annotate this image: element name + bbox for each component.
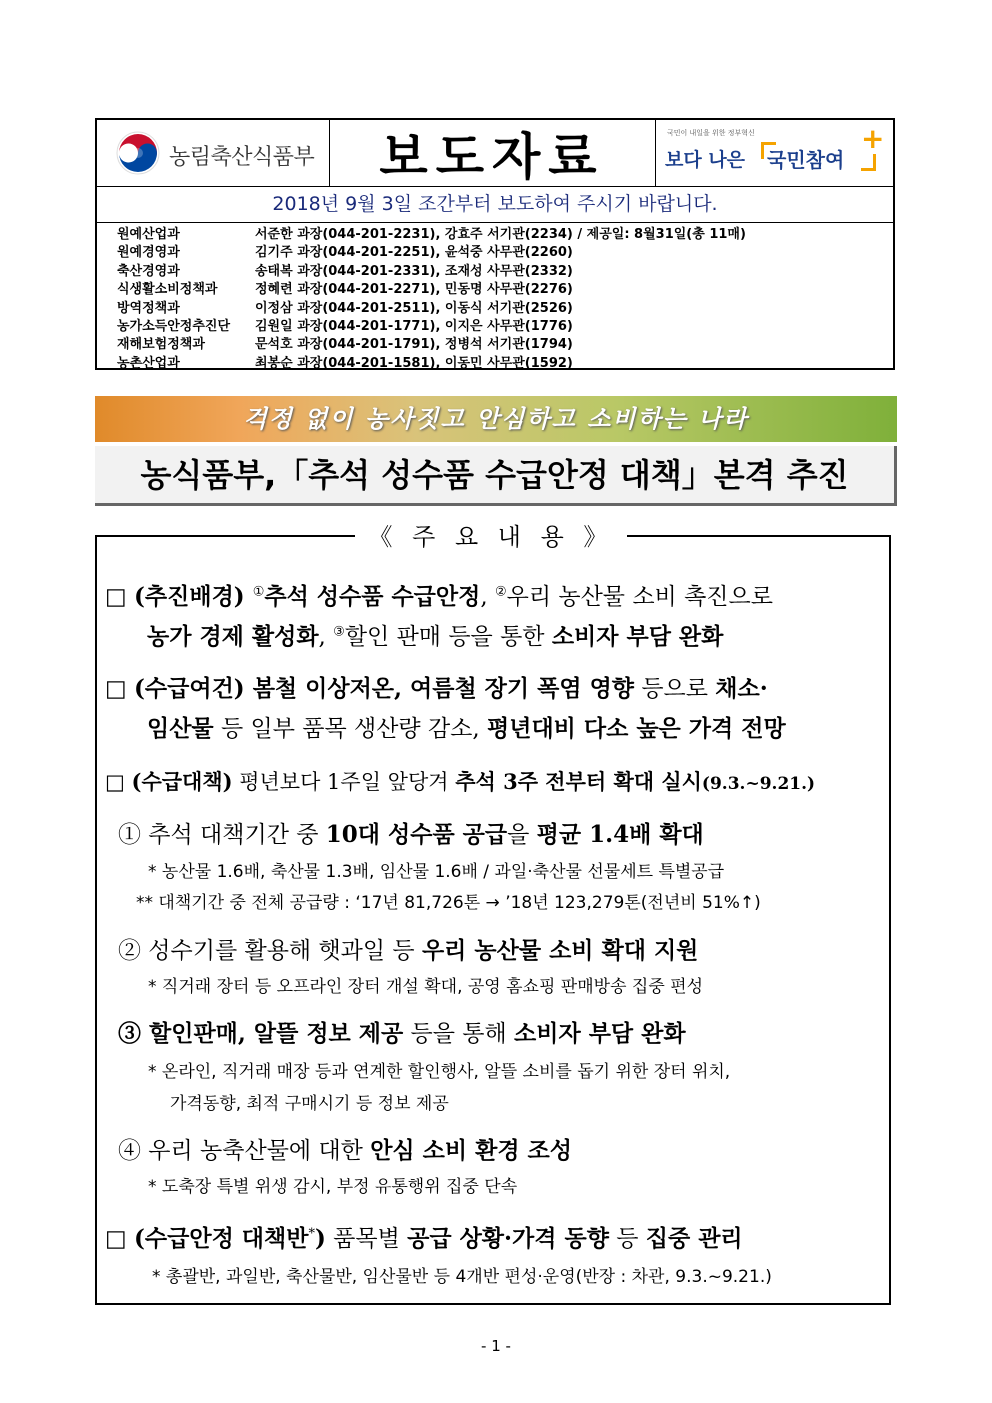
ministry-name: 농림축산식품부 [169,145,315,170]
measure-item-3-note: * 온라인, 직거래 매장 등과 연계한 할인행사, 알뜰 소비를 돕기 위한 장터 위치, [148,1062,731,1082]
measure-item-2-note: * 직거래 장터 등 오프라인 장터 개설 확대, 공영 홈쇼핑 판매방송 집중 편성 [148,977,703,997]
taegeuk-logo-icon [115,130,161,176]
contact-row: 농촌산업과 최봉순 과장(044-201-1581), 이동민 사무관(1592) [117,355,573,371]
measure-item-4: ④ 우리 농축산물에 대한 안심 소비 환경 조성 [118,1137,572,1164]
measure-item-3-note-cont: 가격동향, 최적 구매시기 등 정보 제공 [170,1094,449,1114]
contact-row: 원예경영과 김기주 과장(044-201-2251), 윤석중 사무관(2260) [117,245,573,261]
section-taskforce: □ (수급안정 대책반*) 품목별 공급 상황·가격 동향 등 집중 관리 [105,1225,743,1252]
ministry-cell [97,120,330,186]
section-conditions: □ (수급여건) 봄철 이상저온, 여름철 장기 폭염 영향 등으로 채소· [105,675,768,702]
doc-type-cell [329,120,656,186]
contact-row: 재해보험정책과 문석호 과장(044-201-1791), 정병석 서기관(1794) [117,337,573,353]
slogan-small-text: 국민이 내일을 위한 정부혁신 [667,129,755,137]
measure-item-1: ① 추석 대책기간 중 10대 성수품 공급을 평균 1.4배 확대 [118,821,704,848]
header-top-row [97,120,893,187]
key-points-heading: 《 주 요 내 용 》 [355,517,627,557]
measure-item-1-note: * 농산물 1.6배, 축산물 1.3배, 임산물 1.6배 / 과일·축산물 선물세트 특별공급 [148,862,725,882]
slogan-better: 보다 나은 [665,149,746,171]
measure-item-1-note2: ** 대책기간 중 전체 공급량 : ‘17년 81,726톤 → ’18년 123,279톤(전년비 51%↑) [136,893,761,913]
slogan-participation: 국민참여 [767,148,845,172]
slogan-cell [655,120,893,186]
doc-type-title: 보도자료 [379,128,605,186]
section-background-cont: 농가 경제 활성화, ③할인 판매 등을 통한 소비자 부담 완화 [147,623,724,650]
contact-row: 원예산업과 서준한 과장(044-201-2231), 강효주 서기관(2234) / 제공일: 8월31일(총 11매) [117,227,746,242]
page-number: - 1 - [481,1337,511,1355]
section-measures: □ (수급대책) 평년보다 1주일 앞당겨 추석 3주 전부터 확대 실시(9.3.~9.21.) [105,769,816,794]
measure-item-4-note: * 도축장 특별 위생 감시, 부정 유통행위 집중 단속 [148,1177,518,1197]
measure-item-3: ③ 할인판매, 알뜰 정보 제공 등을 통해 소비자 부담 완화 [118,1020,686,1047]
headline: 농식품부,「추석 성수품 수급안정 대책」본격 추진 [95,446,897,506]
section-taskforce-note: * 총괄반, 과일반, 축산물반, 임산물반 등 4개반 편성·운영(반장 : 차관, 9.3.~9.21.) [152,1267,772,1287]
contacts-list [117,226,746,373]
section-conditions-cont: 임산물 등 일부 품목 생산량 감소, 평년대비 다소 높은 가격 전망 [147,715,786,742]
slogan-banner [95,396,897,442]
banner-text: 걱정 없이 농사짓고 안심하고 소비하는 나라 [243,405,749,433]
press-release-header [95,118,895,370]
contact-row: 농가소득안정추진단 김원일 과장(044-201-1771), 이지은 사무관(1776) [117,319,573,335]
measure-item-2: ② 성수기를 활용해 햇과일 등 우리 농산물 소비 확대 지원 [118,937,699,964]
plus-icon: + [861,122,885,155]
contact-row: 방역정책과 이정삼 과장(044-201-2511), 이동식 서기관(2526) [117,300,573,316]
section-background: □ (추진배경) ①추석 성수품 수급안정, ②우리 농산물 소비 촉진으로 [105,583,773,610]
embargo-notice: 2018년 9월 3일 조간부터 보도하여 주시기 바랍니다. [97,186,893,223]
contact-row: 식생활소비정책과 정혜련 과장(044-201-2271), 민동명 사무관(2276) [117,282,573,298]
bracket-right-icon [861,154,876,171]
contact-row: 축산경영과 송태복 과장(044-201-2331), 조재성 사무관(2332) [117,263,573,279]
